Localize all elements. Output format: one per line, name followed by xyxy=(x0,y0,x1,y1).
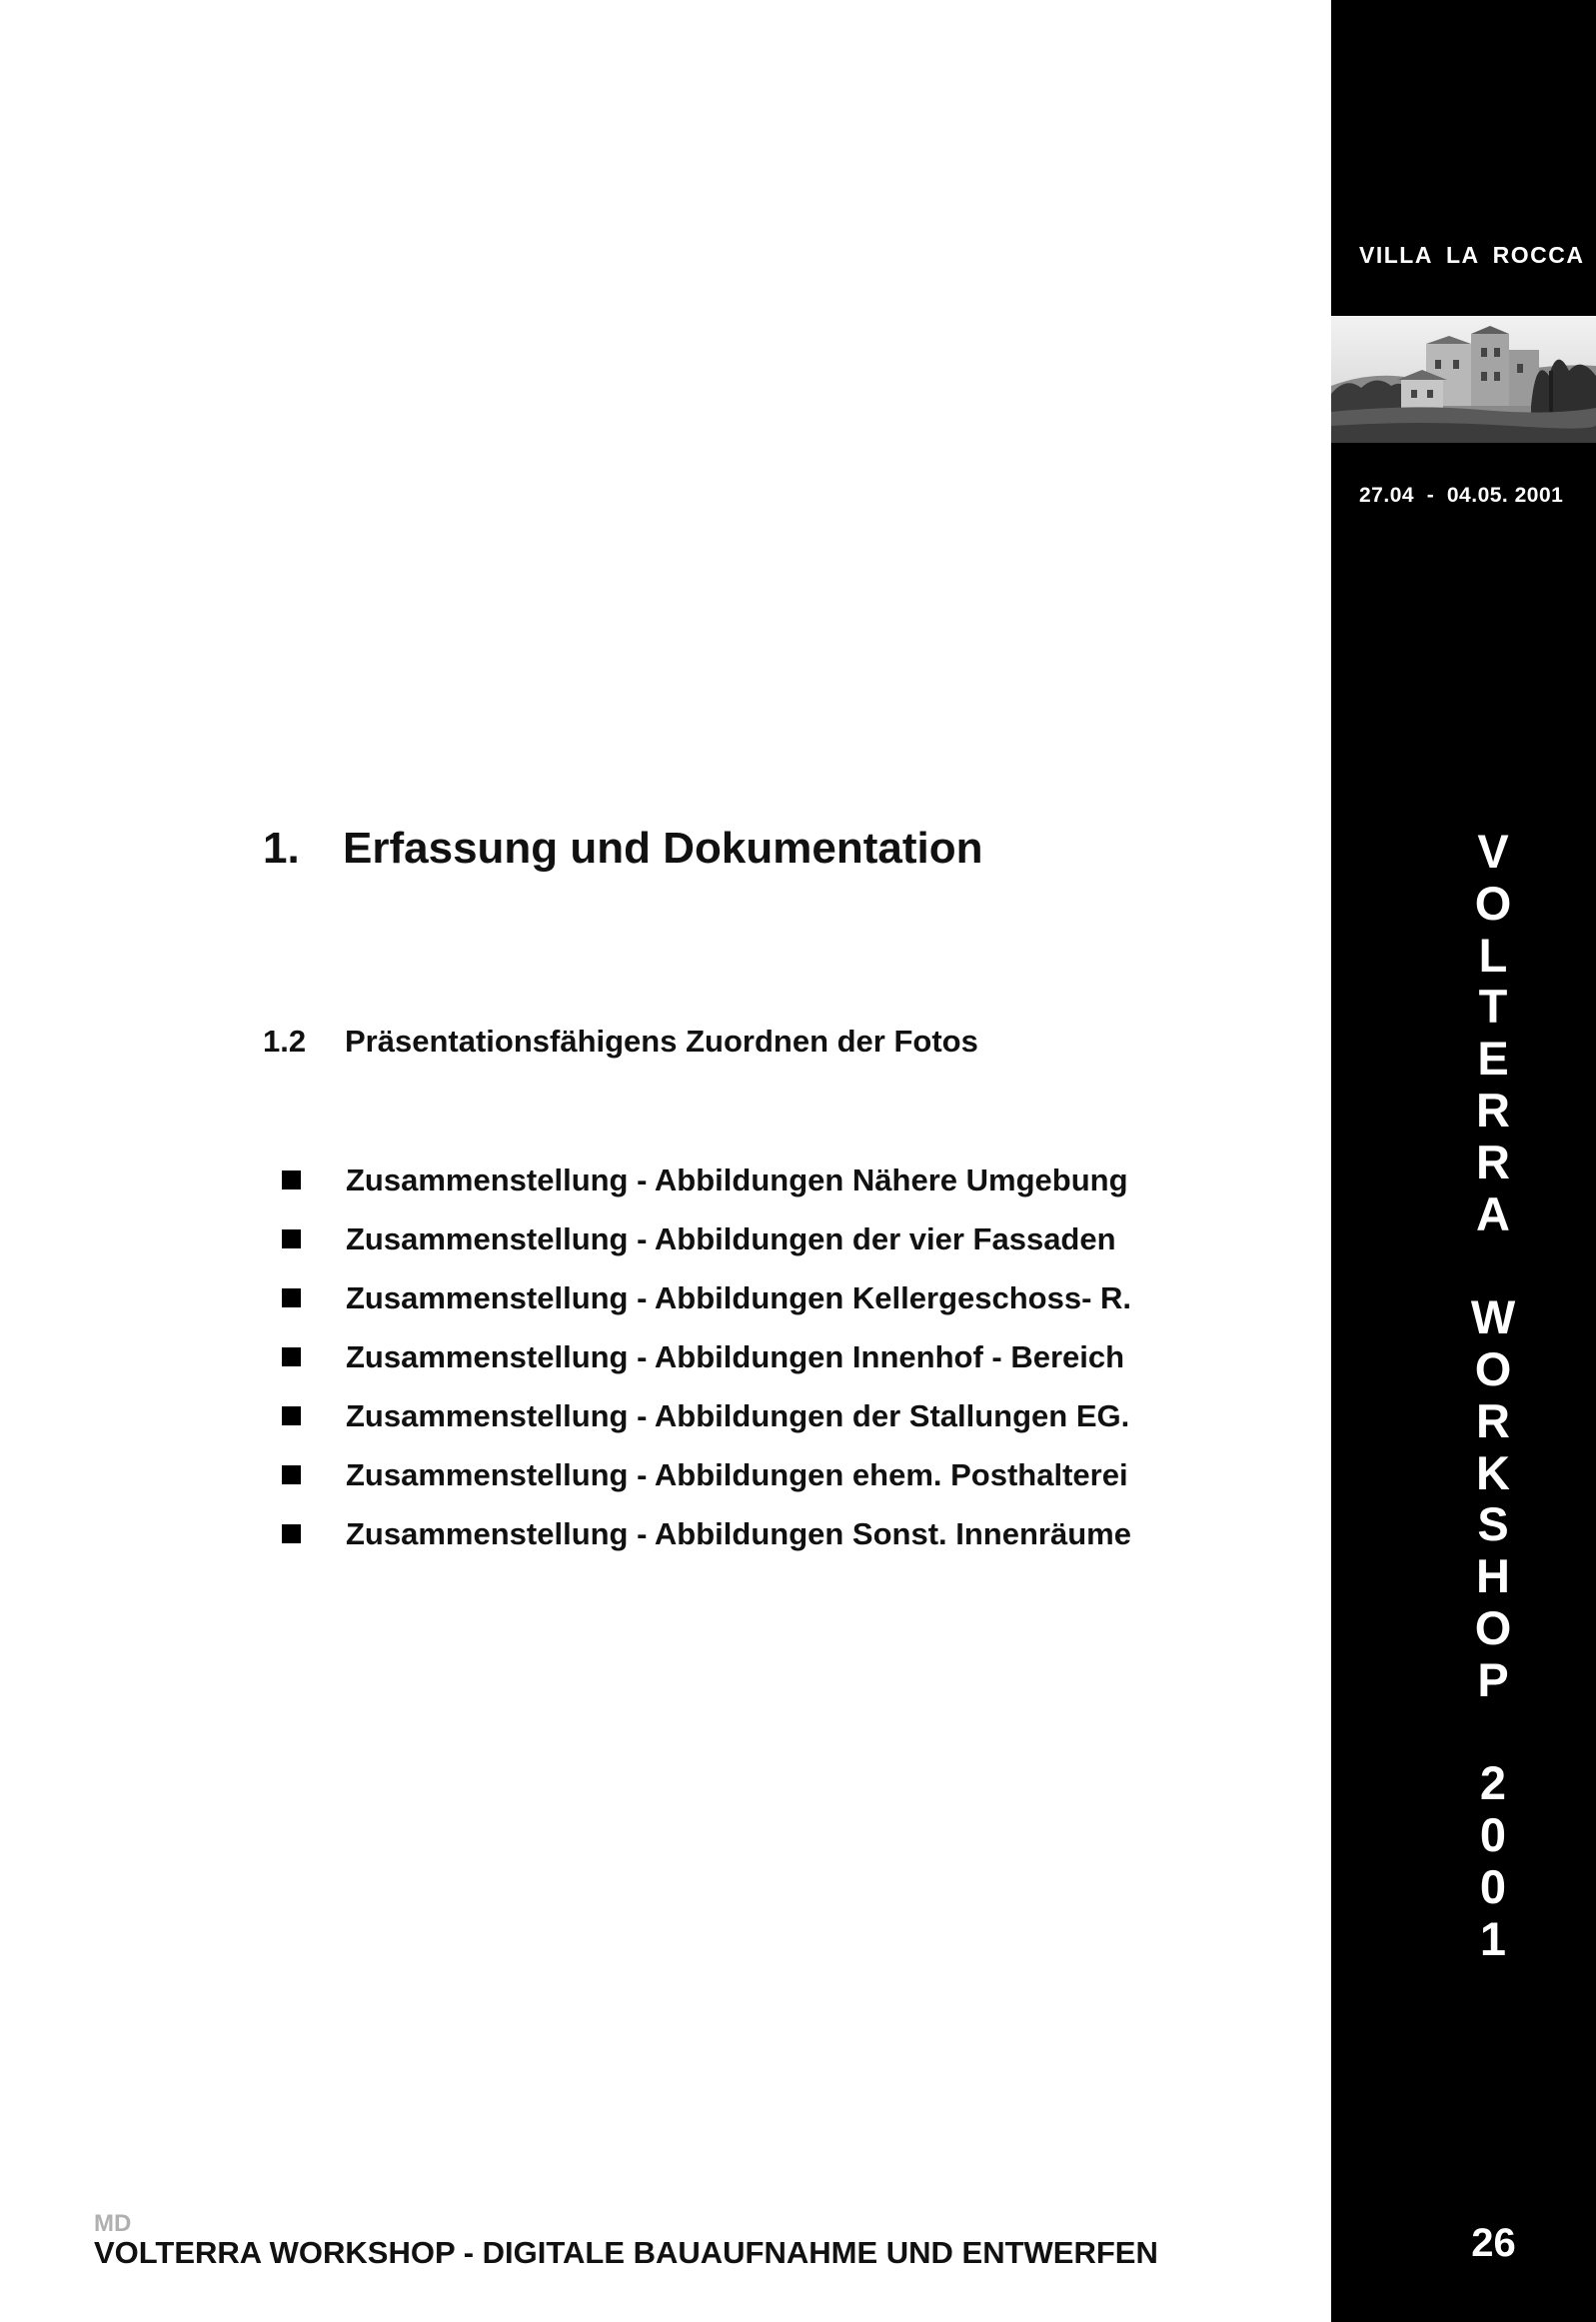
vertical-title-spacer xyxy=(1433,1239,1553,1291)
vertical-title-spacer xyxy=(1433,1706,1553,1758)
square-bullet-icon xyxy=(282,1406,301,1425)
vertical-title-letter: L xyxy=(1478,928,1508,982)
square-bullet-icon xyxy=(282,1170,301,1189)
square-bullet-icon xyxy=(282,1524,301,1543)
list-item xyxy=(282,1209,1131,1268)
chapter-title xyxy=(263,824,982,874)
vertical-title-letter: O xyxy=(1474,876,1512,930)
square-bullet-icon xyxy=(282,1288,301,1307)
vertical-title-letter: 2 xyxy=(1479,1756,1507,1810)
vertical-title-letter: T xyxy=(1478,980,1508,1034)
section-title-text: Präsentationsfähigens Zuordnen der Fotos xyxy=(345,1024,978,1059)
list-item-text: Zusammenstellung - Abbildungen Nähere Umgebung xyxy=(346,1161,1128,1197)
vertical-title-letter: V xyxy=(1477,825,1509,878)
list-item xyxy=(282,1445,1131,1504)
vertical-title-letter: R xyxy=(1476,1083,1510,1137)
list-item-text: Zusammenstellung - Abbildungen der vier Fassaden xyxy=(346,1220,1116,1256)
vertical-title xyxy=(1433,826,1553,1965)
list-item-text: Zusammenstellung - Abbildungen Sonst. Innenräume xyxy=(346,1515,1131,1551)
list-item-text: Zusammenstellung - Abbildungen Kellergeschoss- R. xyxy=(346,1279,1132,1315)
workshop-date: 27.04 - 04.05. 2001 xyxy=(1359,484,1564,507)
vertical-title-letter: P xyxy=(1477,1652,1509,1706)
page-number: 26 xyxy=(1471,2221,1516,2265)
list-item-text: Zusammenstellung - Abbildungen ehem. Posthalterei xyxy=(346,1456,1128,1492)
vertical-title-letter: 1 xyxy=(1479,1911,1507,1965)
sidebar-header: VILLA LA ROCCA xyxy=(1359,242,1585,268)
list-item xyxy=(282,1151,1131,1209)
vertical-title-letter: O xyxy=(1474,1341,1512,1395)
square-bullet-icon xyxy=(282,1465,301,1484)
villa-photo-icon xyxy=(1331,316,1596,443)
vertical-title-letter: O xyxy=(1474,1600,1512,1654)
list-item-text: Zusammenstellung - Abbildungen der Stallungen EG. xyxy=(346,1397,1130,1433)
vertical-title-letter: 0 xyxy=(1479,1808,1507,1862)
chapter-number: 1. xyxy=(263,824,300,873)
list-item xyxy=(282,1268,1131,1327)
vertical-title-letter: R xyxy=(1476,1393,1510,1447)
section-title xyxy=(263,1024,978,1060)
section-number: 1.2 xyxy=(263,1024,307,1059)
vertical-title-letter: A xyxy=(1476,1186,1510,1240)
vertical-title-letter: K xyxy=(1476,1445,1510,1499)
sidebar xyxy=(1331,0,1596,2322)
chapter-title-text: Erfassung und Dokumentation xyxy=(343,824,983,873)
vertical-title-letter: R xyxy=(1476,1135,1510,1188)
vertical-title-letter: H xyxy=(1476,1549,1510,1603)
square-bullet-icon xyxy=(282,1347,301,1366)
vertical-title-letter: 0 xyxy=(1479,1859,1507,1913)
photo-compilation-list xyxy=(282,1151,1131,1563)
list-item xyxy=(282,1327,1131,1386)
square-bullet-icon xyxy=(282,1229,301,1248)
footer-title: VOLTERRA WORKSHOP - DIGITALE BAUAUFNAHME UND ENTWERFEN xyxy=(94,2235,1158,2270)
list-item xyxy=(282,1386,1131,1445)
list-item xyxy=(282,1504,1131,1563)
list-item-text: Zusammenstellung - Abbildungen Innenhof - Bereich xyxy=(346,1338,1125,1374)
vertical-title-letter: E xyxy=(1477,1032,1509,1086)
vertical-title-letter: W xyxy=(1470,1290,1516,1344)
footer-mark: MD xyxy=(94,2210,132,2237)
vertical-title-letter: S xyxy=(1477,1497,1509,1551)
